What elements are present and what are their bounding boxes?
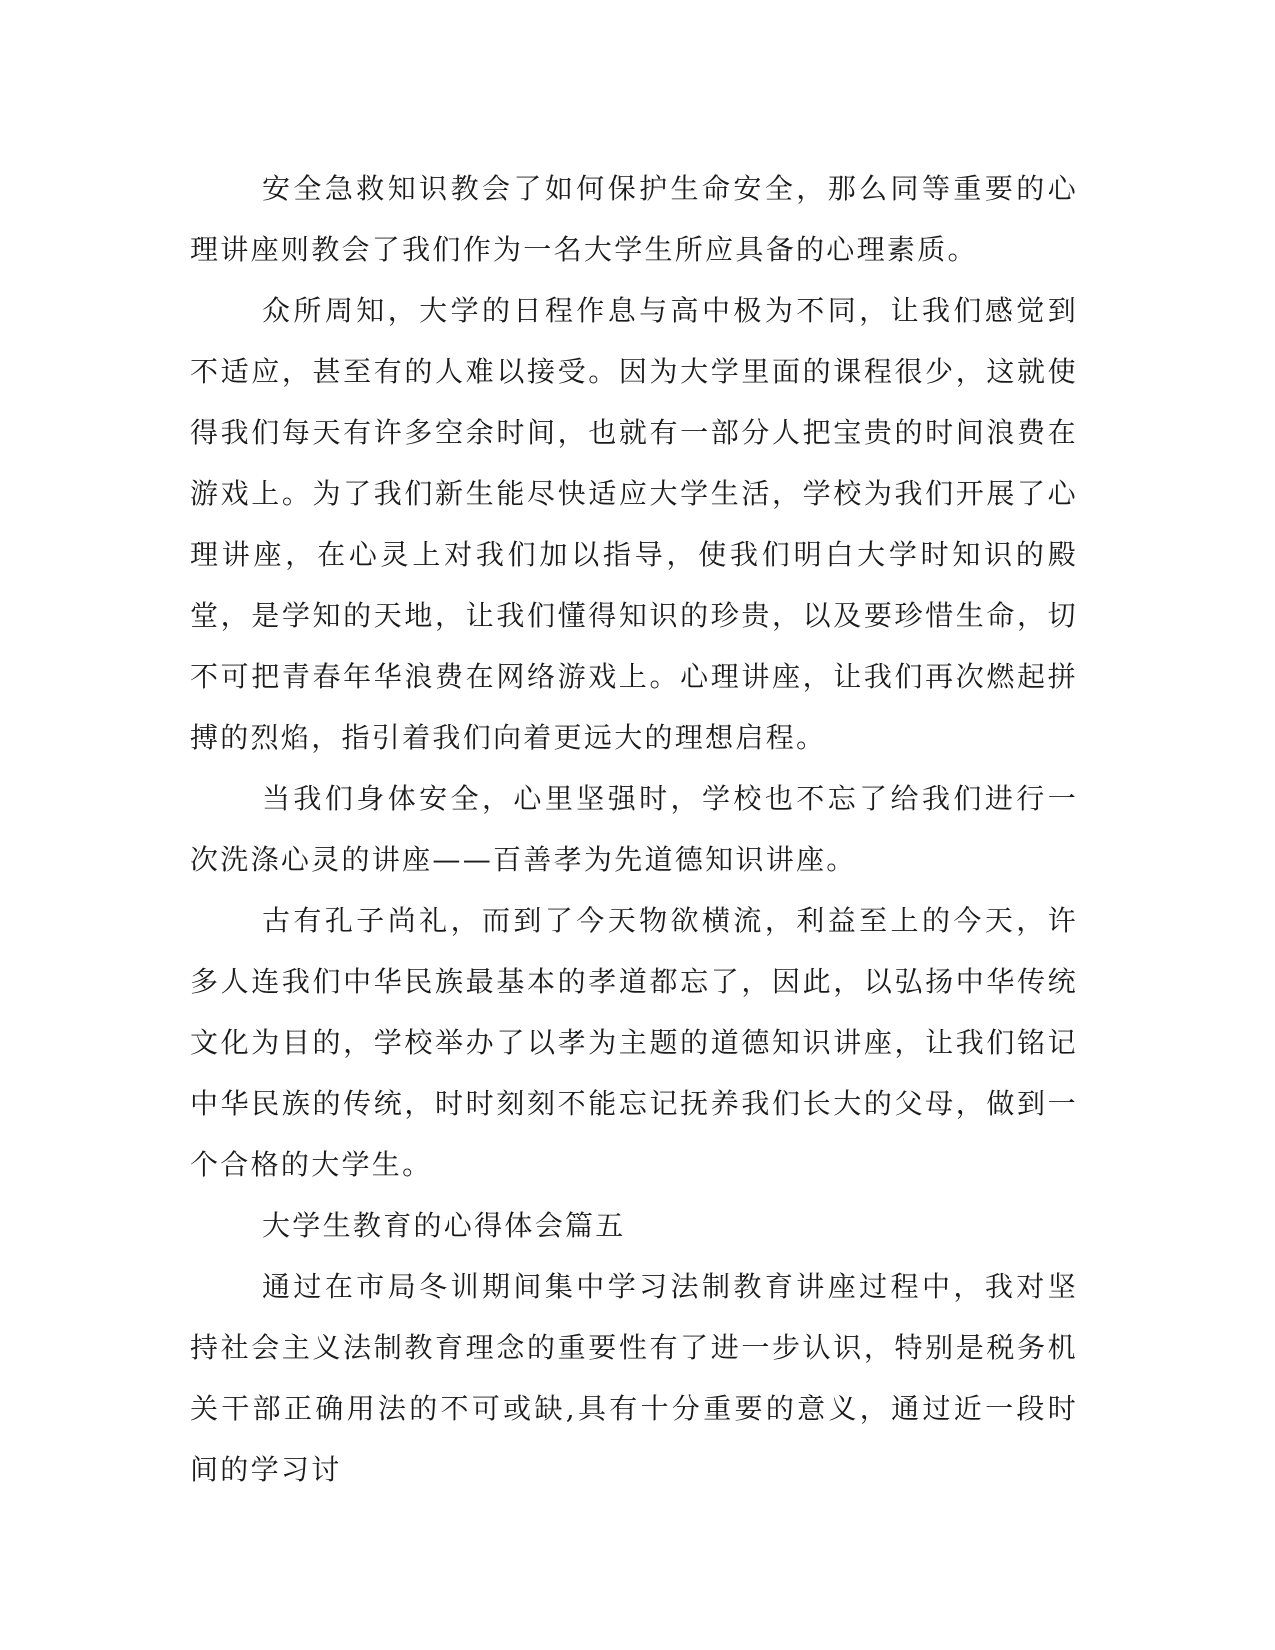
paragraph: 众所周知，大学的日程作息与高中极为不同，让我们感觉到不适应，甚至有的人难以接受。因为大学里面的课程很少，这就使得我们每天有许多空余时间，也就有一部分人把宝贵的时间浪费在游戏上。为了我们新生能尽快适应大学生活，学校为我们开展了心理讲座，在心灵上对我们加以指导，使我们明白大学时知识的殿堂，是学知的天地，让我们懂得知识的珍贵，以及要珍惜生命，切不可把青春年华浪费在网络游戏上。心理讲座，让我们再次燃起拼搏的烈焰，指引着我们向着更远大的理想启程。 <box>190 294 1078 754</box>
paragraph: 古有孔子尚礼，而到了今天物欲横流，利益至上的今天，许多人连我们中华民族最基本的孝道都忘了，因此，以弘扬中华传统文化为目的，学校举办了以孝为主题的道德知识讲座，让我们铭记中华民族的传统，时时刻刻不能忘记抚养我们长大的父母，做到一个合格的大学生。 <box>190 904 1078 1181</box>
paragraph: 当我们身体安全，心里坚强时，学校也不忘了给我们进行一次洗涤心灵的讲座——百善孝为先道德知识讲座。 <box>190 782 1078 876</box>
paragraph: 通过在市局冬训期间集中学习法制教育讲座过程中，我对坚持社会主义法制教育理念的重要性有了进一步认识，特别是税务机关干部正确用法的不可或缺,具有十分重要的意义，通过近一段时间的学习讨 <box>190 1270 1078 1486</box>
section-heading: 大学生教育的心得体会篇五 <box>262 1209 626 1242</box>
paragraph: 安全急救知识教会了如何保护生命安全，那么同等重要的心理讲座则教会了我们作为一名大学生所应具备的心理素质。 <box>190 172 1078 266</box>
document-body <box>190 158 1078 1500</box>
